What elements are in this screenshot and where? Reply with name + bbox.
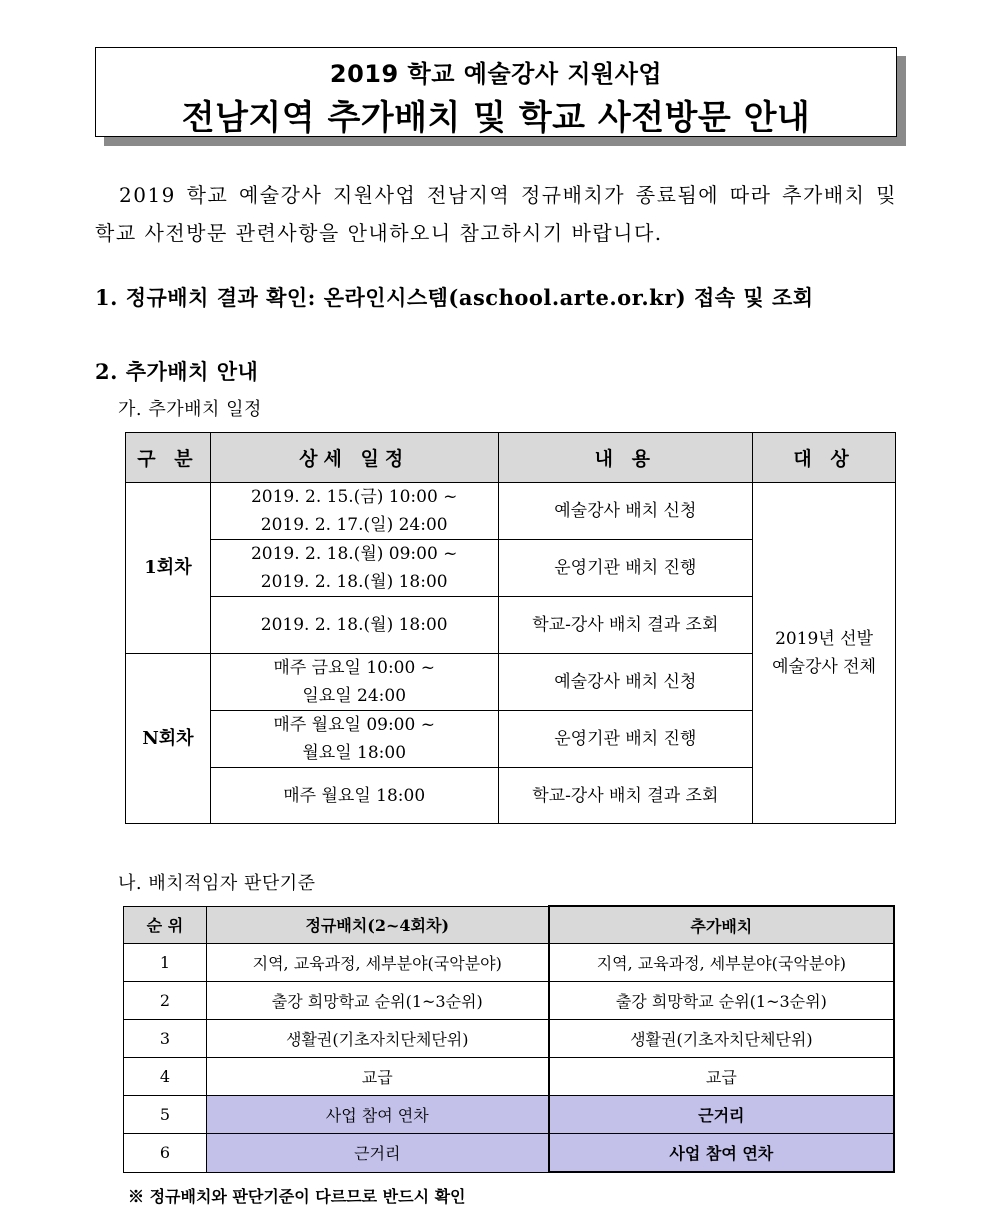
criteria-header-row (124, 906, 895, 944)
sub-heading-criteria: 나. 배치적임자 판단기준 (118, 873, 316, 894)
schedule-date: 매주 금요일 10:00 ~ 일요일 24:00 (210, 654, 498, 711)
criteria-regular: 교급 (206, 1058, 548, 1096)
criteria-rank: 5 (124, 1096, 207, 1134)
criteria-rank: 1 (124, 944, 207, 982)
section-1-heading: 1. 정규배치 결과 확인: 온라인시스템(aschool.arte.or.kr) 접속 및 조회 (95, 285, 814, 310)
criteria-row-highlighted (124, 1096, 895, 1134)
criteria-table (123, 905, 895, 1173)
schedule-target: 2019년 선발 예술강사 전체 (753, 483, 896, 824)
criteria-additional: 교급 (549, 1058, 894, 1096)
criteria-regular: 근거리 (206, 1134, 548, 1173)
criteria-header-regular: 정규배치(2~4회차) (206, 906, 548, 944)
criteria-regular: 사업 참여 연차 (206, 1096, 548, 1134)
intro-paragraph: 2019 학교 예술강사 지원사업 전남지역 정규배치가 종료됨에 따라 추가배치 및 학교 사전방문 관련사항을 안내하오니 참고하시기 바랍니다. (95, 183, 897, 245)
criteria-rank: 4 (124, 1058, 207, 1096)
criteria-rank: 3 (124, 1020, 207, 1058)
criteria-header-additional: 추가배치 (549, 906, 894, 944)
schedule-content: 학교-강사 배치 결과 조회 (498, 597, 753, 654)
criteria-additional: 생활권(기초자치단체단위) (549, 1020, 894, 1058)
schedule-content: 학교-강사 배치 결과 조회 (498, 768, 753, 824)
criteria-row (124, 944, 895, 982)
schedule-content: 운영기관 배치 진행 (498, 711, 753, 768)
schedule-table (125, 432, 896, 824)
criteria-additional: 출강 희망학교 순위(1~3순위) (549, 982, 894, 1020)
schedule-date: 2019. 2. 15.(금) 10:00 ~ 2019. 2. 17.(일) 24:00 (210, 483, 498, 540)
criteria-row (124, 982, 895, 1020)
schedule-content: 예술강사 배치 신청 (498, 483, 753, 540)
title-line-1: 2019 학교 예술강사 지원사업 (329, 60, 663, 88)
schedule-content: 예술강사 배치 신청 (498, 654, 753, 711)
criteria-additional: 사업 참여 연차 (549, 1134, 894, 1173)
round-label: 1회차 (126, 483, 211, 654)
criteria-rank: 6 (124, 1134, 207, 1173)
criteria-row (124, 1020, 895, 1058)
criteria-regular: 생활권(기초자치단체단위) (206, 1020, 548, 1058)
schedule-header-category: 구 분 (126, 433, 211, 483)
criteria-row-highlighted (124, 1134, 895, 1173)
sub-heading-schedule: 가. 추가배치 일정 (118, 399, 262, 420)
schedule-row (126, 483, 896, 540)
criteria-rank: 2 (124, 982, 207, 1020)
title-line-2: 전남지역 추가배치 및 학교 사전방문 안내 (181, 98, 811, 138)
criteria-regular: 출강 희망학교 순위(1~3순위) (206, 982, 548, 1020)
schedule-header-target: 대 상 (753, 433, 896, 483)
criteria-header-rank: 순 위 (124, 906, 207, 944)
schedule-header-content: 내 용 (498, 433, 753, 483)
criteria-additional: 지역, 교육과정, 세부분야(국악분야) (549, 944, 894, 982)
criteria-regular: 지역, 교육과정, 세부분야(국악분야) (206, 944, 548, 982)
schedule-header-date: 상세 일정 (210, 433, 498, 483)
schedule-header-row (126, 433, 896, 483)
schedule-date: 매주 월요일 18:00 (210, 768, 498, 824)
schedule-date: 2019. 2. 18.(월) 18:00 (210, 597, 498, 654)
schedule-date: 매주 월요일 09:00 ~ 월요일 18:00 (210, 711, 498, 768)
round-label: N회차 (126, 654, 211, 824)
criteria-additional: 근거리 (549, 1096, 894, 1134)
schedule-content: 운영기관 배치 진행 (498, 540, 753, 597)
section-2-heading: 2. 추가배치 안내 (95, 359, 259, 384)
criteria-row (124, 1058, 895, 1096)
title-box (95, 47, 897, 137)
schedule-date: 2019. 2. 18.(월) 09:00 ~ 2019. 2. 18.(월) 18:00 (210, 540, 498, 597)
footnote: ※ 정규배치와 판단기준이 다르므로 반드시 확인 (128, 1187, 466, 1206)
